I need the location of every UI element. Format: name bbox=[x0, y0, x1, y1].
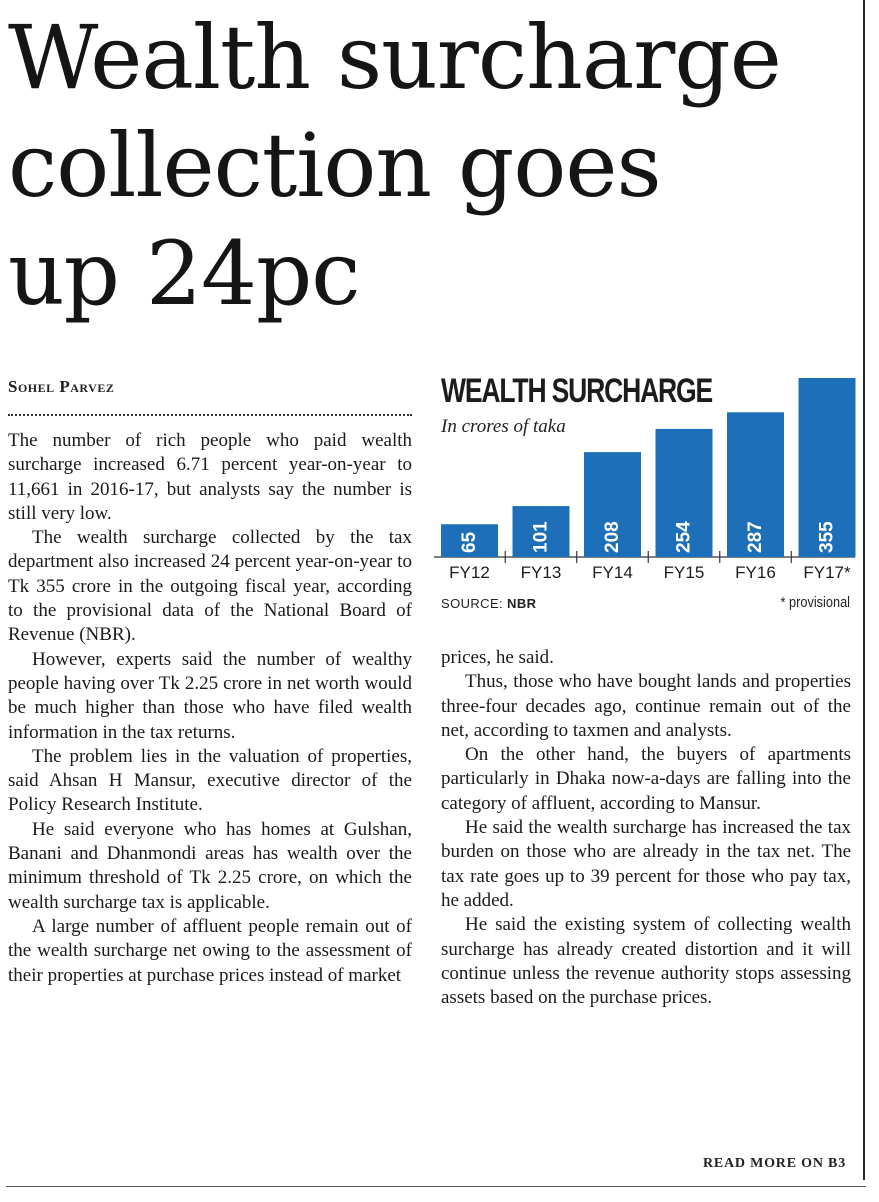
paragraph: The wealth surcharge collected by the tax department also increased 24 percent year-on-year to Tk 355 crore in the outgoing fiscal year, according to the provisional data of the National Board of Revenue (NBR). bbox=[8, 527, 412, 646]
bottom-divider bbox=[6, 1186, 866, 1187]
x-tick-label: FY12 bbox=[449, 563, 490, 582]
paragraph: He said the wealth surcharge has increased the tax burden on those who are already in the tax net. The tax rate goes up to 39 percent for those who pay tax, he added. bbox=[441, 817, 851, 911]
read-more-link[interactable]: READ MORE ON B3 bbox=[702, 1156, 846, 1171]
paragraph: He said everyone who has homes at Gulshan, Banani and Dhanmondi areas has wealth over the minimum threshold of Tk 2.25 crore, on which the wealth surcharge tax is applicable. bbox=[8, 818, 412, 913]
bar-value-label: 355 bbox=[816, 521, 838, 553]
paragraph: However, experts said the number of wealthy people having over Tk 2.25 crore in net worth would be much higher than those who have filed wealth information in the tax returns. bbox=[8, 648, 412, 743]
headline-line-2: collection goes bbox=[8, 114, 661, 217]
bar-value-label: 101 bbox=[530, 521, 552, 553]
paragraph: prices, he said. bbox=[441, 647, 554, 668]
bar-value-label: 287 bbox=[745, 521, 766, 553]
article-column-left bbox=[8, 429, 412, 988]
byline-divider bbox=[8, 414, 412, 416]
x-tick-label: FY14 bbox=[592, 563, 633, 582]
chart-footnote: * provisional bbox=[780, 594, 850, 611]
chart-subtitle: In crores of taka bbox=[441, 416, 566, 437]
paragraph: A large number of affluent people remain out of the wealth surcharge net owing to the assessment of their properties at purchase prices instead of market bbox=[8, 915, 412, 986]
paragraph: The number of rich people who paid wealth surcharge increased 6.71 percent year-on-year to 11,661 in 2016-17, but analysts say the number is still very low. bbox=[8, 430, 412, 524]
chart-source-label: SOURCE: bbox=[441, 596, 504, 611]
chart-source-name: NBR bbox=[507, 596, 537, 611]
bar-value-label: 65 bbox=[459, 531, 480, 553]
headline-line-1: Wealth surcharge bbox=[8, 6, 781, 109]
x-tick-label: FY16 bbox=[735, 563, 776, 582]
paragraph: The problem lies in the valuation of properties, said Ahsan H Mansur, executive director of the Policy Research Institute. bbox=[8, 745, 412, 816]
chart-source bbox=[441, 596, 536, 611]
x-tick-label: FY17* bbox=[803, 563, 851, 582]
headline bbox=[8, 4, 858, 328]
column-rule bbox=[863, 0, 865, 1180]
byline: Sohel Parvez bbox=[8, 377, 115, 396]
paragraph: Thus, those who have bought lands and properties three-four decades ago, continue remain out of the net, according to taxmen and analysts. bbox=[441, 671, 851, 741]
x-tick-label: FY13 bbox=[520, 563, 562, 582]
x-tick-label: FY15 bbox=[663, 563, 705, 582]
paragraph: On the other hand, the buyers of apartments particularly in Dhaka now-a-days are falling into the category of affluent, according to Mansur. bbox=[441, 744, 851, 814]
paragraph: He said the existing system of collecting wealth surcharge has already created distortion and it will continue unless the revenue authority stops assessing assets based on the purchase prices. bbox=[441, 914, 851, 1009]
bar-value-label: 254 bbox=[673, 521, 695, 553]
chart-title: WEALTH SURCHARGE bbox=[441, 372, 713, 410]
bar-chart bbox=[430, 370, 860, 620]
bar-value-label: 208 bbox=[602, 521, 623, 553]
headline-line-3: up 24pc bbox=[8, 222, 360, 325]
article-column-right bbox=[441, 646, 851, 1010]
